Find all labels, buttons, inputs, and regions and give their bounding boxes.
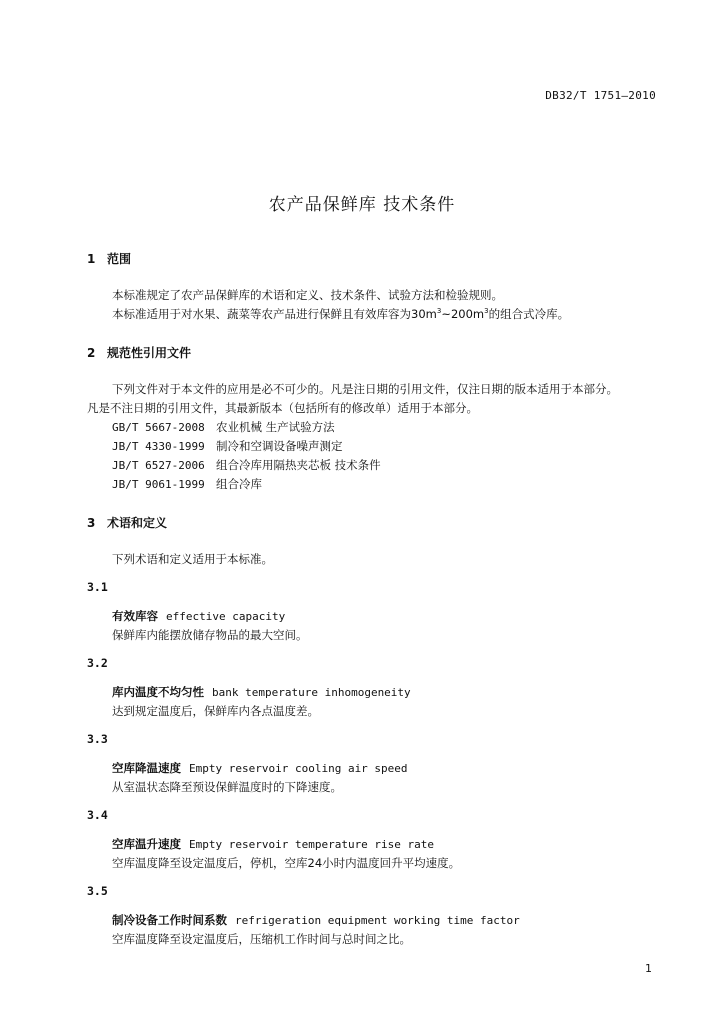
section-3-heading [87, 514, 167, 531]
reference-item [112, 419, 335, 435]
term-heading [112, 684, 411, 700]
section-number: 1 [87, 252, 96, 266]
section-1-heading [87, 250, 131, 267]
reference-title: 制冷和空调设备噪声测定 [216, 439, 343, 453]
reference-title: 组合冷库 [216, 477, 262, 491]
reference-code: JB/T 6527-2006 [112, 459, 205, 472]
page-number: 1 [645, 962, 652, 975]
reference-code: JB/T 9061-1999 [112, 478, 205, 491]
reference-title: 农业机械 生产试验方法 [216, 420, 335, 434]
term-chinese: 库内温度不均匀性 [112, 685, 204, 699]
references-intro-line-2: 凡是不注日期的引用文件，其最新版本（包括所有的修改单）适用于本部分。 [87, 401, 478, 415]
scope-text-a: 本标准适用于对水果、蔬菜等农产品进行保鲜且有效库容为30m [112, 307, 437, 321]
term-chinese: 空库温升速度 [112, 837, 181, 851]
section-number: 2 [87, 346, 96, 360]
section-title: 范围 [107, 252, 132, 266]
section-title: 规范性引用文件 [107, 346, 192, 360]
reference-title: 组合冷库用隔热夹芯板 技术条件 [216, 458, 381, 472]
term-chinese: 制冷设备工作时间系数 [112, 913, 227, 927]
term-heading [112, 608, 285, 624]
term-number: 3.3 [87, 732, 108, 746]
term-english: effective capacity [166, 610, 286, 623]
term-heading [112, 760, 408, 776]
term-english: refrigeration equipment working time factor [235, 914, 520, 927]
section-title: 术语和定义 [107, 516, 168, 530]
superscript: 3 [484, 307, 489, 316]
term-definition: 保鲜库内能摆放储存物品的最大空间。 [112, 628, 308, 642]
scope-paragraph-1: 本标准规定了农产品保鲜库的术语和定义、技术条件、试验方法和检验规则。 [112, 288, 503, 302]
reference-item [112, 438, 343, 454]
term-number: 3.5 [87, 884, 108, 898]
reference-item [112, 476, 262, 492]
document-code: DB32/T 1751—2010 [545, 89, 656, 102]
reference-item [112, 457, 381, 473]
superscript: 3 [436, 307, 442, 316]
term-definition: 从室温状态降至预设保鲜温度时的下降速度。 [112, 780, 342, 794]
section-number: 3 [87, 516, 96, 530]
section-2-heading [87, 344, 191, 361]
scope-text-b: ~200m [441, 307, 485, 321]
term-chinese: 有效库容 [112, 609, 158, 623]
reference-code: JB/T 4330-1999 [112, 440, 205, 453]
term-heading [112, 836, 434, 852]
term-english: Empty reservoir temperature rise rate [189, 838, 435, 851]
term-chinese: 空库降温速度 [112, 761, 181, 775]
term-english: bank temperature inhomogeneity [212, 686, 411, 699]
term-number: 3.2 [87, 656, 108, 670]
document-title: 农产品保鲜库 技术条件 [268, 195, 456, 215]
term-definition: 达到规定温度后，保鲜库内各点温度差。 [112, 704, 319, 718]
term-definition: 空库温度降至设定温度后，压缩机工作时间与总时间之比。 [112, 932, 411, 946]
term-number: 3.1 [87, 580, 108, 594]
term-number: 3.4 [87, 808, 108, 822]
term-english: Empty reservoir cooling air speed [189, 762, 408, 775]
references-intro-line-1: 下列文件对于本文件的应用是必不可少的。凡是注日期的引用文件，仅注日期的版本适用于本部分。 [112, 382, 618, 396]
scope-paragraph-2 [112, 306, 569, 322]
terms-intro: 下列术语和定义适用于本标准。 [112, 552, 273, 566]
reference-code: GB/T 5667-2008 [112, 421, 205, 434]
term-heading [112, 912, 520, 928]
term-definition: 空库温度降至设定温度后，停机，空库24小时内温度回升平均速度。 [112, 856, 461, 870]
scope-text-c: 的组合式冷库。 [488, 307, 570, 321]
